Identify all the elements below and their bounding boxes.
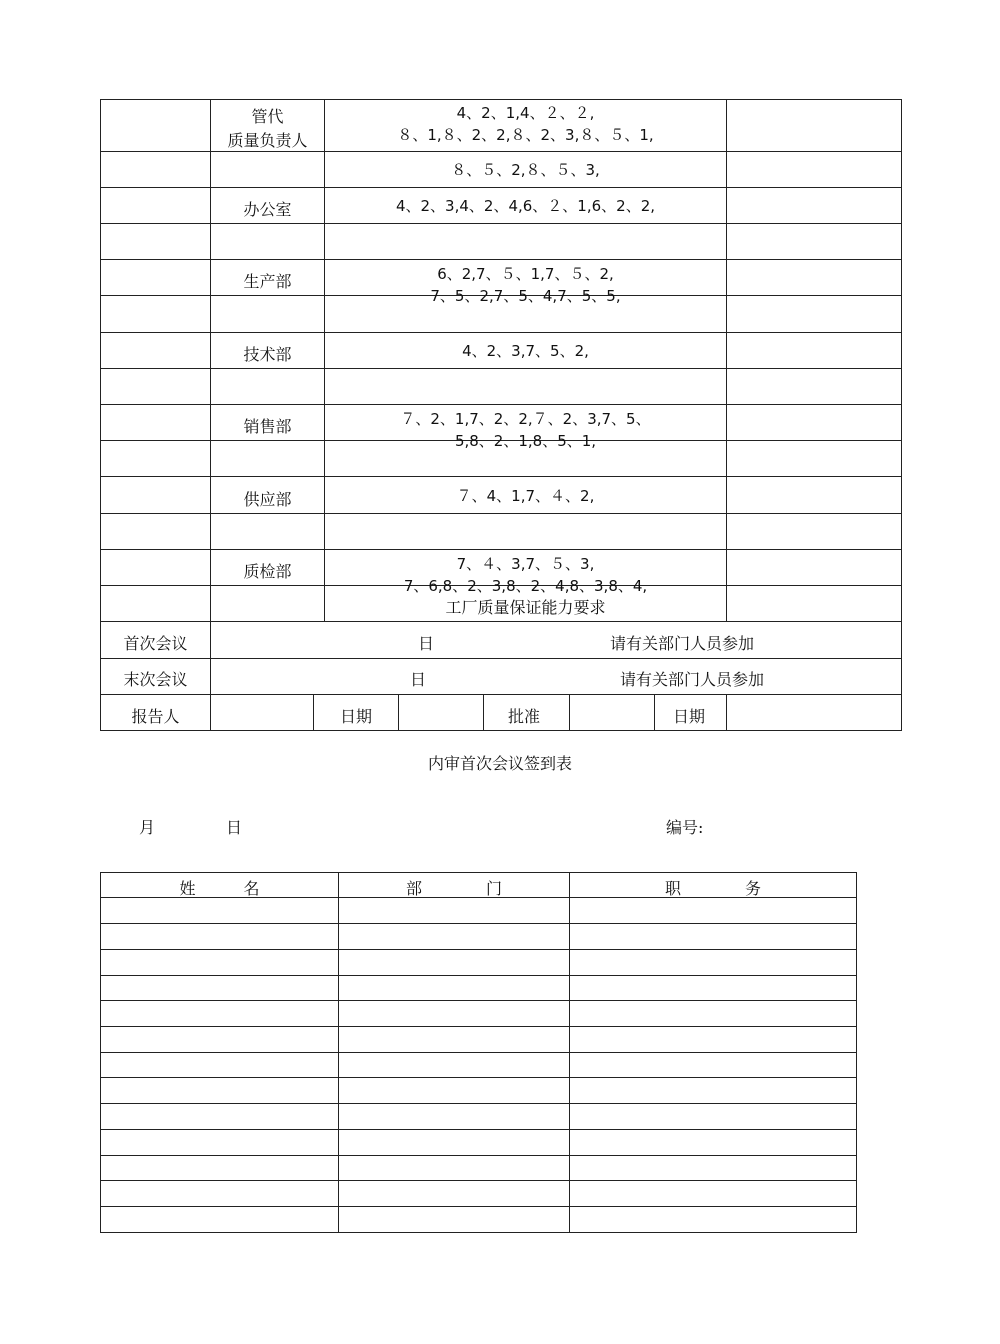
- dept-label-sales: 销售部: [243, 417, 292, 436]
- clause-codes-line: 5,8、2、1,8、5、1,: [454, 432, 597, 450]
- clause-codes-line: 7、6,8、2、3,8、2、4,8、3,8、4,: [403, 577, 648, 595]
- last-meeting-note: 请有关部门人员参加: [620, 670, 765, 689]
- first-meeting-date: 日: [418, 634, 435, 653]
- last-meeting-label: 末次会议: [123, 670, 188, 689]
- last-meeting-date: 日: [410, 670, 427, 689]
- requirements-caption: 工厂质量保证能力要求: [445, 598, 606, 617]
- dept-label-quality-head: 质量负责人: [227, 131, 308, 150]
- clause-codes-cell: [325, 485, 726, 509]
- clause-codes-cell: [325, 102, 726, 150]
- dept-label-technical: 技术部: [243, 345, 292, 364]
- first-meeting-label: 首次会议: [123, 634, 188, 653]
- clause-codes-cell: [325, 553, 726, 595]
- clause-codes-cell: [325, 195, 726, 219]
- clause-codes-cell: [325, 159, 726, 183]
- approve-label: 批准: [508, 707, 541, 726]
- day-label: 日: [226, 818, 243, 837]
- clause-codes-cell: [325, 408, 726, 450]
- dept-label-supply: 供应部: [243, 490, 292, 509]
- dept-label-production: 生产部: [243, 272, 292, 291]
- month-label: 月: [139, 818, 156, 837]
- date-label-1: 日期: [340, 707, 373, 726]
- clause-codes-line: 6、2,7、５、1,7、５、2,: [437, 265, 614, 283]
- reporter-label: 报告人: [131, 707, 180, 726]
- dept-label-mgmt-rep: 管代: [251, 107, 284, 126]
- number-label: 编号:: [666, 818, 704, 837]
- header-department: 部 门: [405, 879, 502, 898]
- clause-codes-cell: [325, 263, 726, 305]
- clause-codes-line: ８、1,８、2、2,８、2、3,８、５、1,: [397, 126, 654, 144]
- clause-codes-line: ７、2、1,7、2、2,７、2、3,7、5、: [400, 410, 651, 428]
- clause-codes-line: 7、４、3,7、５、3,: [456, 555, 595, 573]
- clause-codes-cell: [325, 340, 726, 364]
- clause-codes-line: 4、2、1,4、２、２,: [456, 104, 595, 122]
- signin-title: 内审首次会议签到表: [427, 754, 572, 773]
- date-label-2: 日期: [673, 707, 706, 726]
- clause-codes-line: ８、５、2,８、５、3,: [451, 161, 600, 179]
- header-position: 职 务: [664, 879, 761, 898]
- dept-label-qc: 质检部: [243, 562, 292, 581]
- dept-label-office: 办公室: [243, 200, 292, 219]
- clause-codes-line: 4、2、3,7、5、2,: [462, 342, 589, 360]
- clause-codes-line: 7、5、2,7、5、4,7、5、5,: [430, 287, 621, 305]
- clause-codes-line: ７、4、1,7、４、2,: [456, 487, 595, 505]
- clause-codes-line: 4、2、3,4、2、4,6、２、1,6、2、2,: [395, 197, 656, 215]
- header-name: 姓 名: [179, 879, 260, 898]
- first-meeting-note: 请有关部门人员参加: [610, 634, 755, 653]
